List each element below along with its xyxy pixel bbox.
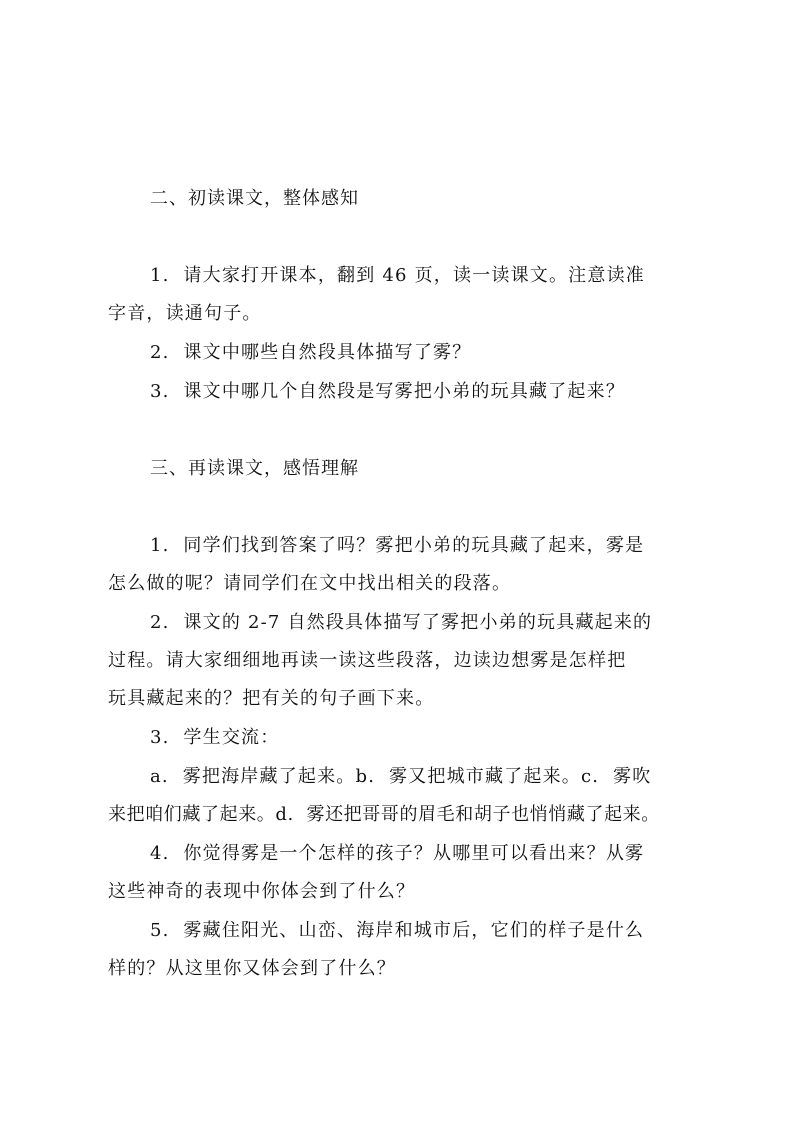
paragraph-line: 2. 课文的 2-7 自然段具体描写了雾把小弟的玩具藏起来的: [150, 612, 653, 633]
paragraph-line: 3. 学生交流：: [150, 727, 280, 748]
paragraph-line: 怎么做的呢？请同学们在文中找出相关的段落。: [108, 573, 512, 594]
paragraph-line: 3. 课文中哪几个自然段是写雾把小弟的玩具藏了起来？: [150, 381, 626, 402]
paragraph-line: 2. 课文中哪些自然段具体描写了雾？: [150, 342, 472, 363]
paragraph-line: 样的？从这里你又体会到了什么？: [108, 958, 396, 979]
paragraph-line: 1. 请大家打开课本，翻到 46 页，读一读课文。注意读准: [150, 265, 645, 286]
paragraph-line: 4. 你觉得雾是一个怎样的孩子？从哪里可以看出来？从雾: [150, 843, 645, 864]
section-heading: 二、初读课文，整体感知: [150, 188, 359, 209]
paragraph-line: 字音，读通句子。: [108, 303, 262, 324]
paragraph-line: a. 雾把海岸藏了起来。b. 雾又把城市藏了起来。c. 雾吹: [150, 766, 652, 787]
paragraph-line: 玩具藏起来的？把有关的句子画下来。: [108, 688, 435, 709]
paragraph-line: 这些神奇的表现中你体会到了什么？: [108, 881, 416, 902]
section-heading: 三、再读课文，感悟理解: [150, 458, 359, 479]
paragraph-line: 过程。请大家细细地再读一读这些段落，边读边想雾是怎样把: [108, 650, 627, 671]
paragraph-line: 1. 同学们找到答案了吗？雾把小弟的玩具藏了起来，雾是: [150, 535, 645, 556]
paragraph-line: 来把咱们藏了起来。d. 雾还把哥哥的眉毛和胡子也悄悄藏了起来。: [108, 804, 660, 825]
paragraph-line: 5. 雾藏住阳光、山峦、海岸和城市后，它们的样子是什么: [150, 920, 645, 941]
